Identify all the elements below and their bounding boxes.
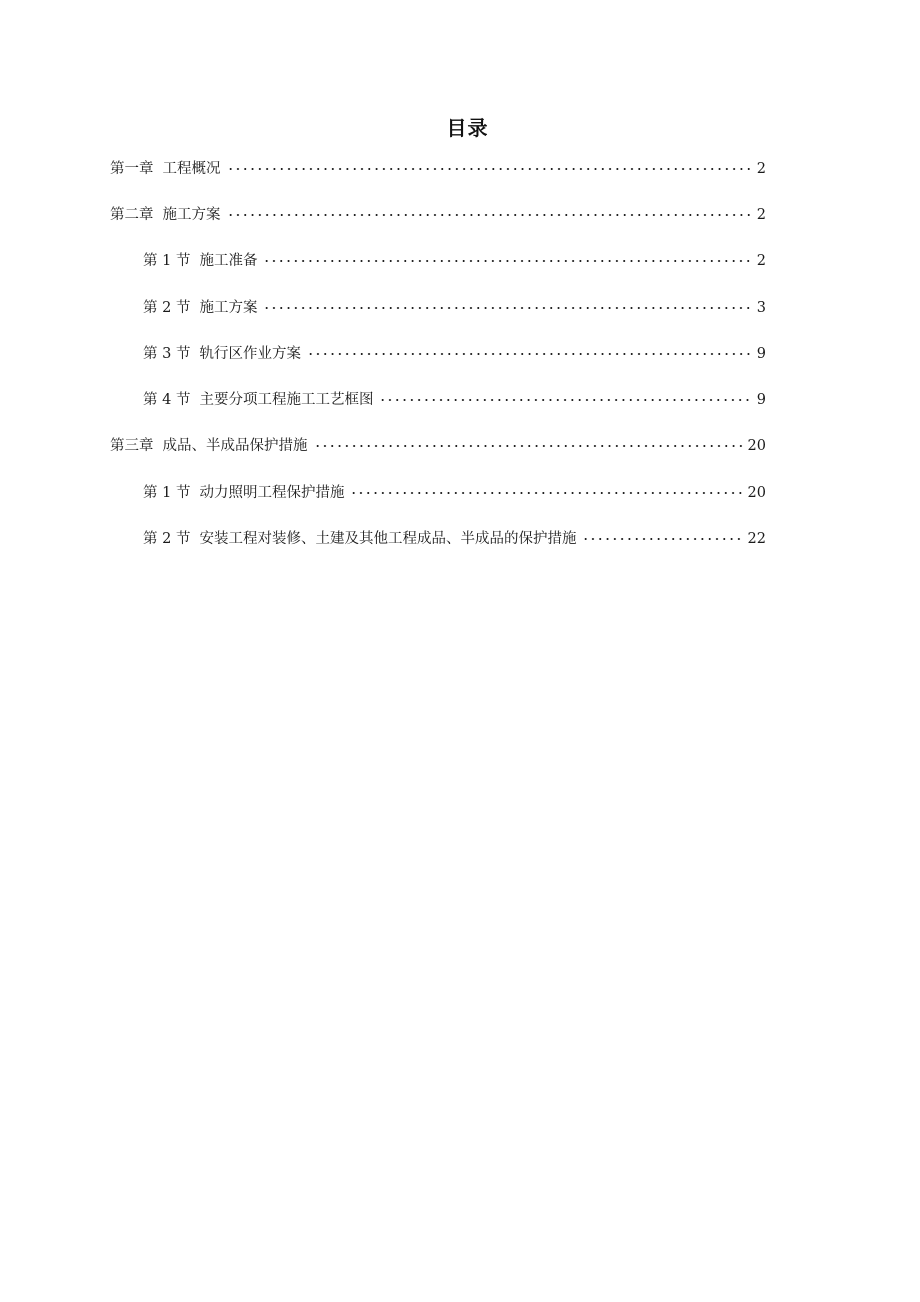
toc-entry[interactable] bbox=[143, 340, 766, 363]
toc-dot-leader bbox=[227, 201, 753, 219]
toc-entry[interactable] bbox=[110, 432, 766, 455]
toc-entry[interactable] bbox=[143, 247, 766, 270]
toc-entry-number: 第三章 bbox=[110, 438, 154, 454]
toc-entry-number: 第 4 节 bbox=[143, 392, 191, 408]
toc-entry-text: 轨行区作业方案 bbox=[199, 346, 301, 362]
toc-entry-text: 主要分项工程施工工艺框图 bbox=[199, 392, 374, 408]
toc-entry[interactable] bbox=[143, 525, 766, 548]
toc-entry[interactable] bbox=[110, 155, 766, 178]
toc-dot-leader bbox=[227, 155, 753, 173]
toc-entry-text: 工程概况 bbox=[162, 161, 221, 177]
toc-entry-number: 第 2 节 bbox=[143, 300, 191, 316]
toc-entry[interactable] bbox=[143, 386, 766, 409]
toc-title: 目录 bbox=[446, 116, 489, 140]
toc-dot-leader bbox=[582, 525, 743, 543]
toc-entry-page: 22 bbox=[747, 531, 766, 547]
toc-entry[interactable] bbox=[143, 479, 766, 502]
toc-entry-page: 2 bbox=[756, 207, 766, 223]
toc-entry-text: 施工方案 bbox=[162, 207, 221, 223]
toc-entry-text: 动力照明工程保护措施 bbox=[199, 485, 345, 501]
toc-dot-leader bbox=[263, 247, 752, 265]
toc-entry-text: 成品、半成品保护措施 bbox=[162, 438, 308, 454]
toc-entry-page: 20 bbox=[747, 485, 766, 501]
toc-entry-page: 2 bbox=[756, 253, 766, 269]
toc-entry-number: 第 1 节 bbox=[143, 485, 191, 501]
toc-entry-text: 安装工程对装修、土建及其他工程成品、半成品的保护措施 bbox=[199, 531, 577, 547]
toc-entry-text: 施工准备 bbox=[199, 253, 258, 269]
toc-entry-number: 第二章 bbox=[110, 207, 154, 223]
toc-entry-number: 第 3 节 bbox=[143, 346, 191, 362]
toc-entry-page: 9 bbox=[756, 392, 766, 408]
toc-dot-leader bbox=[314, 432, 744, 450]
toc-entry-text: 施工方案 bbox=[199, 300, 258, 316]
toc-entry-page: 3 bbox=[756, 300, 766, 316]
toc-entry-number: 第一章 bbox=[110, 161, 154, 177]
toc-dot-leader bbox=[350, 479, 743, 497]
toc-dot-leader bbox=[263, 294, 752, 312]
toc-dot-leader bbox=[379, 386, 752, 404]
toc-dot-leader bbox=[307, 340, 753, 358]
toc-entry[interactable] bbox=[143, 294, 766, 317]
toc-entry-number: 第 2 节 bbox=[143, 531, 191, 547]
toc-entry[interactable] bbox=[110, 201, 766, 224]
toc-entry-page: 2 bbox=[756, 161, 766, 177]
toc-entry-number: 第 1 节 bbox=[143, 253, 191, 269]
toc-entry-page: 20 bbox=[747, 438, 766, 454]
toc-entry-page: 9 bbox=[756, 346, 766, 362]
